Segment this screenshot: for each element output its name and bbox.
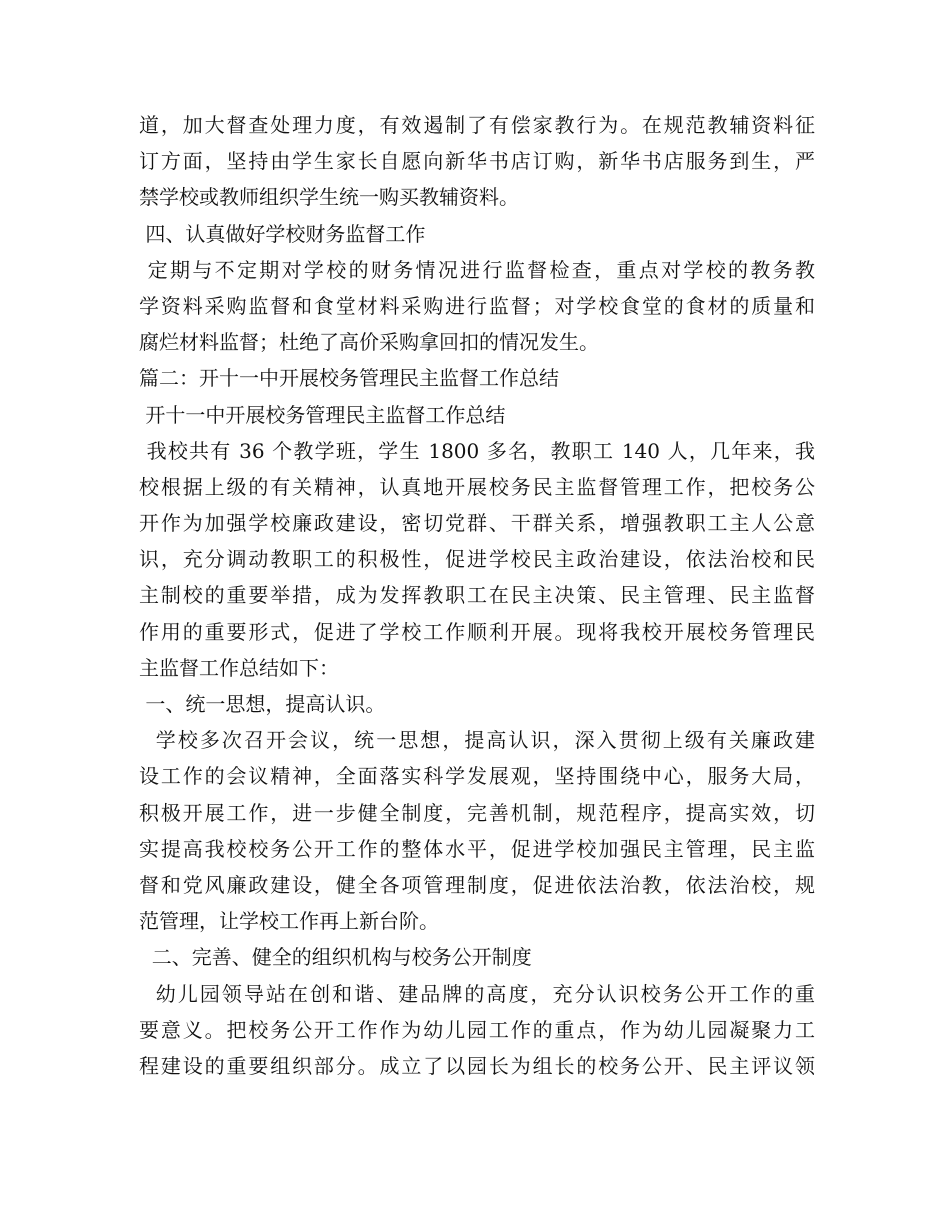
- text-line: 主制校的重要举措，成为发挥教职工在民主决策、民主管理、民主监督: [139, 583, 815, 608]
- text-line: 学校多次召开会议，统一思想，提高认识，深入贯彻上级有关廉政建: [139, 728, 815, 753]
- section-heading: 一、统一思想，提高认识。: [139, 692, 386, 716]
- article-title: 开十一中开展校务管理民主监督工作总结: [139, 402, 506, 427]
- text-line: 督和党风廉政建设，健全各项管理制度，促进依法治教，依法治校，规: [139, 872, 815, 897]
- text-line: 积极开展工作，进一步健全制度，完善机制，规范程序，提高实效，切: [139, 800, 815, 825]
- text-line: 程建设的重要组织部分。成立了以园长为组长的校务公开、民主评议领: [139, 1053, 815, 1078]
- text-line: 开作为加强学校廉政建设，密切党群、干群关系，增强教职工主人公意: [139, 511, 815, 536]
- text-line: 要意义。把校务公开工作作为幼儿园工作的重点，作为幼儿园凝聚力工: [139, 1017, 815, 1042]
- section-heading: 二、完善、健全的组织机构与校务公开制度: [139, 945, 532, 970]
- chapter-title: 篇二：开十一中开展校务管理民主监督工作总结: [139, 366, 559, 391]
- text-line: 范管理，让学校工作再上新台阶。: [139, 909, 439, 934]
- text-line: 主监督工作总结如下：: [139, 655, 339, 680]
- text-line: 作用的重要形式，促进了学校工作顺利开展。现将我校开展校务管理民: [139, 619, 815, 644]
- text-line: 禁学校或教师组织学生统一购买教辅资料。: [139, 185, 519, 210]
- document-body: [139, 107, 815, 1084]
- text-line: 实提高我校校务公开工作的整体水平，促进学校加强民主管理，民主监: [139, 836, 815, 861]
- text-line: 校根据上级的有关精神，认真地开展校务民主监督管理工作，把校务公: [139, 474, 815, 499]
- text-line: 识，充分调动教职工的积极性，促进学校民主政治建设，依法治校和民: [139, 547, 815, 572]
- text-line: 学资料采购监督和食堂材料采购进行监督；对学校食堂的食材的质量和: [139, 293, 815, 318]
- text-line: 定期与不定期对学校的财务情况进行监督检查，重点对学校的教务教: [139, 257, 815, 282]
- text-line: 设工作的会议精神，全面落实科学发展观，坚持围绕中心，服务大局，: [139, 764, 815, 789]
- section-heading: 四、认真做好学校财务监督工作: [139, 221, 426, 246]
- text-line: 订方面，坚持由学生家长自愿向新华书店订购，新华书店服务到生，严: [139, 149, 815, 174]
- text-line: 道，加大督查处理力度，有效遏制了有偿家教行为。在规范教辅资料征: [139, 113, 815, 137]
- text-line: 我校共有 36 个教学班，学生 1800 多名，教职工 140 人，几年来，我: [139, 438, 815, 463]
- text-line: 腐烂材料监督；杜绝了高价采购拿回扣的情况发生。: [139, 330, 599, 355]
- text-line: 幼儿园领导站在创和谐、建品牌的高度，充分认识校务公开工作的重: [139, 981, 815, 1006]
